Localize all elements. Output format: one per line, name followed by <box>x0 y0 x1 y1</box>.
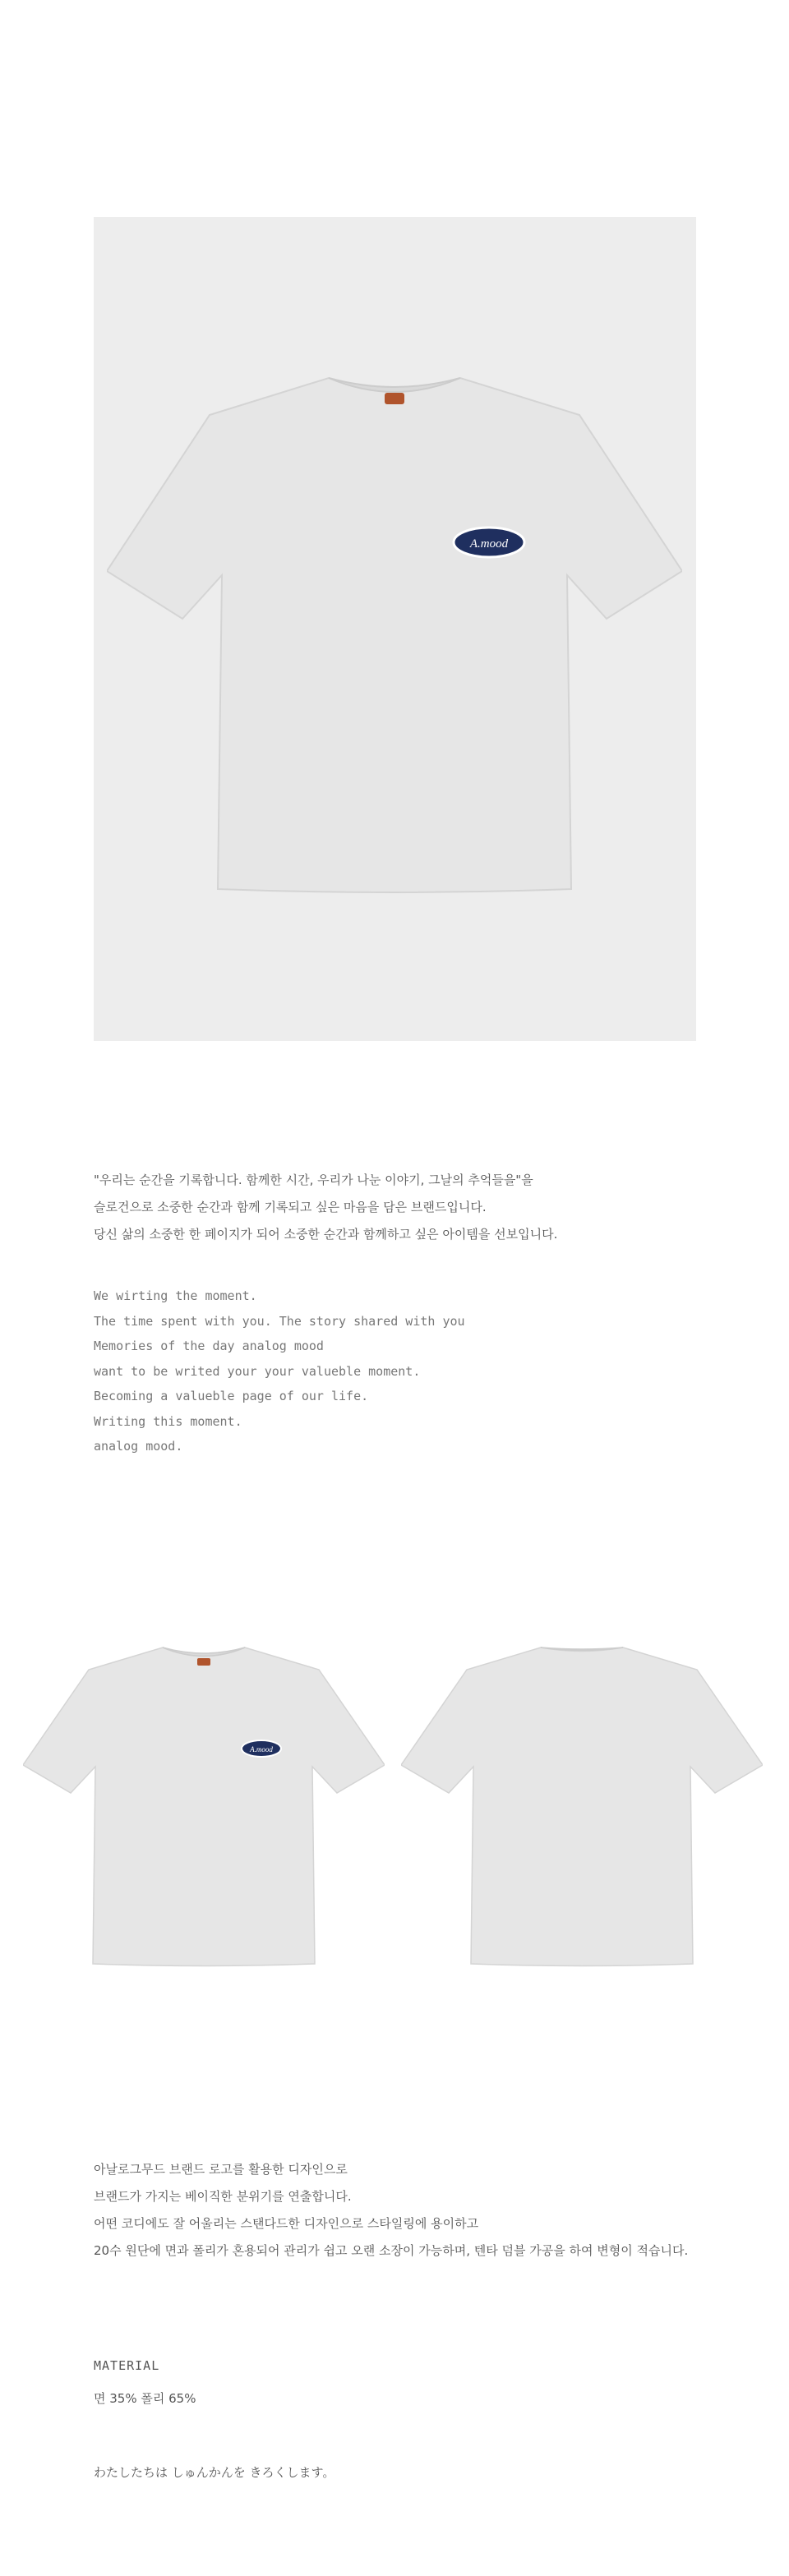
english-line: Writing this moment. <box>94 1413 242 1429</box>
intro-copy <box>94 1167 557 1248</box>
tshirt-body <box>23 1647 385 1966</box>
chest-logo-text: A.mood <box>250 1745 273 1753</box>
material-label: MATERIAL <box>94 2358 160 2373</box>
neck-label <box>197 1658 210 1666</box>
detail-line: 브랜드가 가지는 베이직한 분위기를 연출합니다. <box>94 2189 352 2204</box>
front-view-tshirt-image <box>23 1643 385 1968</box>
detail-copy <box>94 2156 688 2265</box>
tshirt-body <box>401 1647 763 1966</box>
hero-tshirt-image <box>107 370 682 896</box>
english-line: analog mood. <box>94 1439 183 1454</box>
english-copy <box>94 1283 465 1459</box>
chest-logo-text: A.mood <box>469 537 509 551</box>
material-value: 면 35% 폴리 65% <box>94 2391 196 2406</box>
back-view-tshirt-image <box>401 1643 763 1968</box>
detail-line: 아날로그무드 브랜드 로고를 활용한 디자인으로 <box>94 2162 348 2177</box>
english-line: We wirting the moment. <box>94 1288 257 1303</box>
intro-line: 당신 삶의 소중한 한 페이지가 되어 소중한 순간과 함께하고 싶은 아이템을 선보입니다. <box>94 1227 558 1242</box>
tshirt-body <box>107 378 682 892</box>
detail-line: 20수 원단에 면과 폴리가 혼용되어 관리가 쉽고 오랜 소장이 가능하며, 텐타 덤블 가공을 하여 변형이 적습니다. <box>94 2243 689 2258</box>
footer-slogan: わたしたちは しゅんかんを きろくします。 <box>94 2465 335 2480</box>
english-line: The time spent with you. The story shared with you <box>94 1313 465 1329</box>
english-line: Becoming a valueble page of our life. <box>94 1389 369 1403</box>
detail-line: 어떤 코디에도 잘 어울리는 스탠다드한 디자인으로 스타일링에 용이하고 <box>94 2216 479 2231</box>
intro-line: 슬로건으로 소중한 순간과 함께 기록되고 싶은 마음을 담은 브랜드입니다. <box>94 1200 487 1214</box>
english-line: Memories of the day analog mood <box>94 1339 324 1353</box>
neck-label <box>385 393 404 404</box>
english-line: want to be writed your your valueble moment. <box>94 1363 421 1379</box>
intro-line: "우리는 순간을 기록합니다. 함께한 시간, 우리가 나눈 이야기, 그날의 추억들을"을 <box>94 1173 533 1187</box>
